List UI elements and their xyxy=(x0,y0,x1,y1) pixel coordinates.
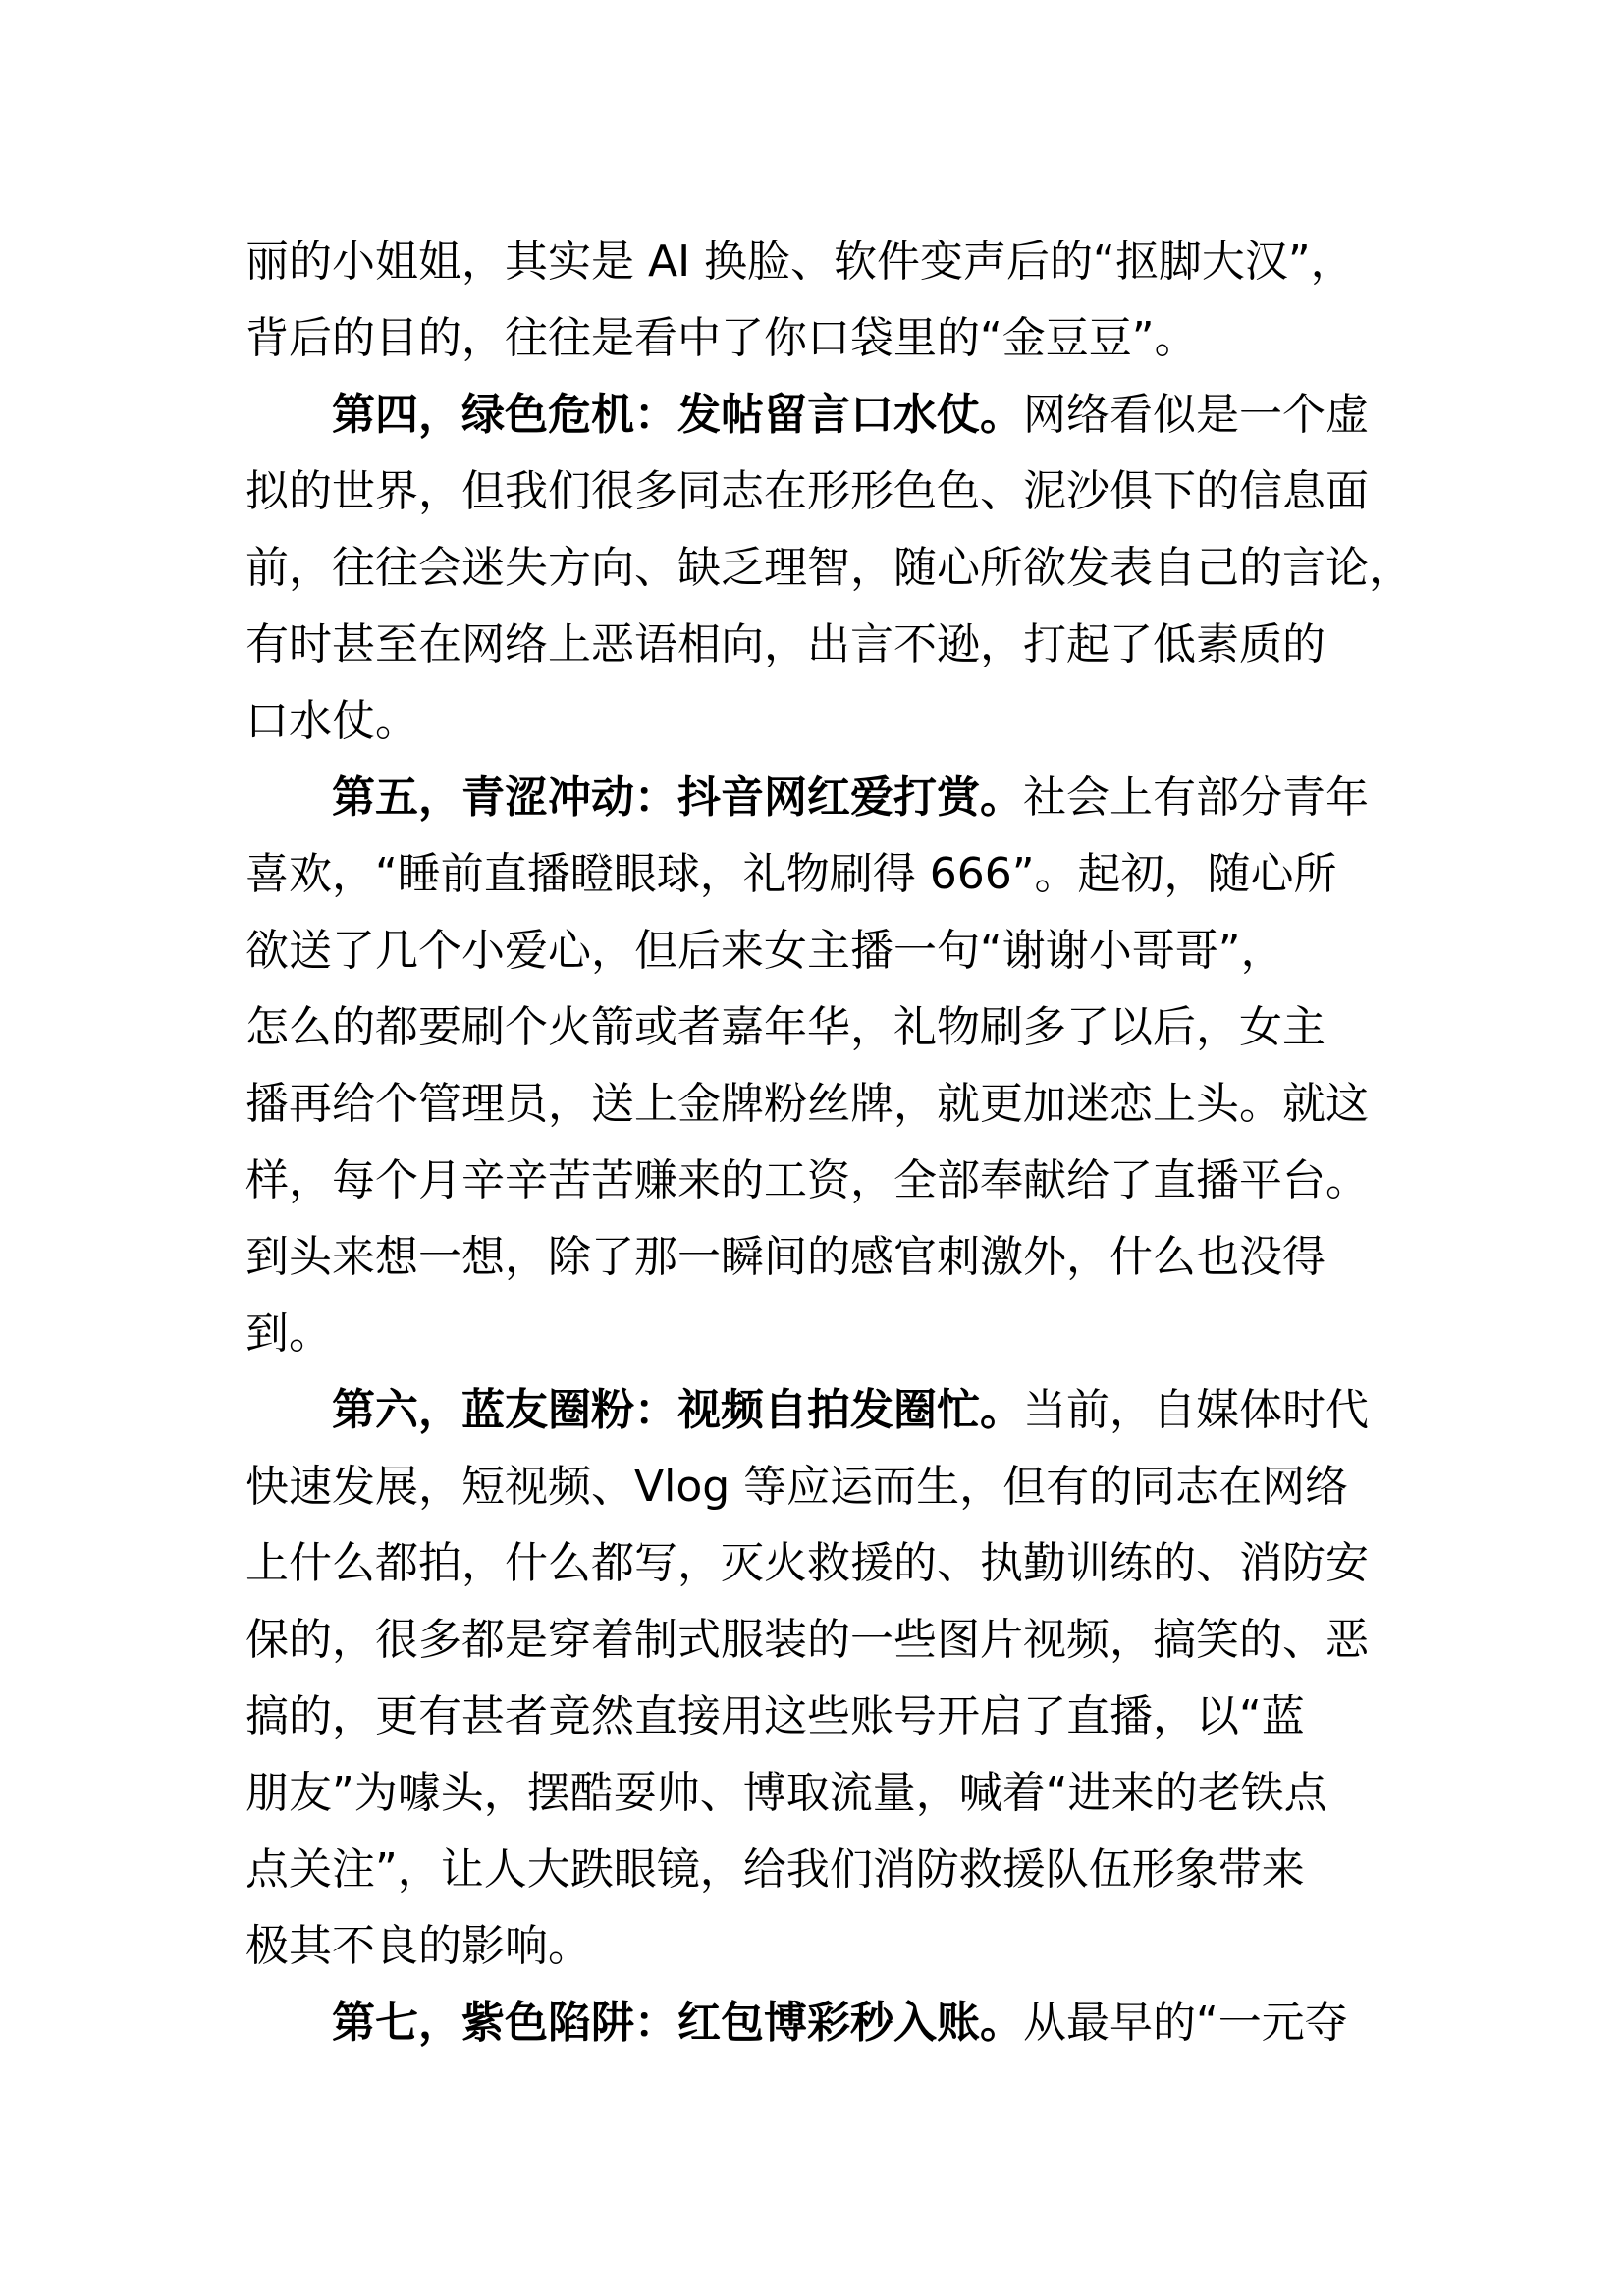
paragraph-4-first-line xyxy=(332,377,1394,454)
text-line xyxy=(245,1908,1394,1985)
text-line xyxy=(245,530,1412,607)
paragraph-heading: 第七，紫色陷阱：红包博彩秒入账。 xyxy=(332,1998,1023,2048)
paragraph-5-first-line xyxy=(332,760,1394,836)
line-text: 搞的，更有甚者竟然直接用这些账号开启了直播，以“蓝 xyxy=(245,1691,1305,1741)
line-text: 朋友”为噱头，摆酷耍帅、博取流量，喊着“进来的老铁点 xyxy=(245,1768,1327,1818)
text-line xyxy=(245,1832,1394,1908)
line-text: 从最早的“一元夺 xyxy=(1023,1998,1348,2048)
line-text: 到头来想一想，除了那一瞬间的感官刺激外，什么也没得 xyxy=(245,1232,1325,1282)
line-text: 样，每个月辛辛苦苦赚来的工资，全部奉献给了直播平台。 xyxy=(245,1155,1369,1205)
text-line xyxy=(245,454,1394,530)
paragraph-heading: 第五，青涩冲动：抖音网红爱打赏。 xyxy=(332,773,1023,823)
line-text: 丽的小姐姐，其实是 AI 换脸、软件变声后的“抠脚大汉”， xyxy=(245,237,1354,287)
line-text: 有时甚至在网络上恶语相向，出言不逊，打起了低素质的 xyxy=(245,619,1325,669)
text-line xyxy=(245,1525,1394,1602)
text-line xyxy=(245,989,1394,1066)
line-text: 极其不良的影响。 xyxy=(245,1921,591,1971)
text-line xyxy=(245,300,1394,377)
line-text: 快速发展，短视频、Vlog 等应运而生，但有的同志在网络 xyxy=(245,1462,1349,1512)
text-line xyxy=(245,836,1394,913)
line-text: 保的，很多都是穿着制式服装的一些图片视频，搞笑的、恶 xyxy=(245,1615,1369,1665)
paragraph-6-first-line xyxy=(332,1372,1394,1449)
text-line xyxy=(245,1296,1394,1372)
text-line xyxy=(245,1066,1394,1143)
text-line xyxy=(245,913,1394,989)
line-text: 当前，自媒体时代 xyxy=(1023,1385,1369,1435)
text-line xyxy=(245,1679,1394,1755)
line-text: 怎么的都要刷个火箭或者嘉年华，礼物刷多了以后，女主 xyxy=(245,1002,1325,1052)
paragraph-heading: 第六，蓝友圈粉：视频自拍发圈忙。 xyxy=(332,1385,1023,1435)
paragraph-heading: 第四，绿色危机：发帖留言口水仗。 xyxy=(332,390,1023,440)
line-text: 播再给个管理员，送上金牌粉丝牌，就更加迷恋上头。就这 xyxy=(245,1079,1369,1129)
line-text: 欲送了几个小爱心，但后来女主播一句“谢谢小哥哥”， xyxy=(245,926,1284,976)
line-text: 上什么都拍，什么都写，灭火救援的、执勤训练的、消防安 xyxy=(245,1538,1369,1588)
line-text: 背后的目的，往往是看中了你口袋里的“金豆豆”。 xyxy=(245,313,1198,363)
text-line xyxy=(245,1219,1394,1296)
line-text: 口水仗。 xyxy=(245,696,418,746)
text-line xyxy=(245,1143,1394,1219)
line-text: 前，往往会迷失方向、缺乏理智，随心所欲发表自己的言论， xyxy=(245,543,1412,593)
line-text: 点关注”，让人大跌眼镜，给我们消防救援队伍形象带来 xyxy=(245,1844,1305,1895)
line-text: 社会上有部分青年 xyxy=(1023,773,1369,823)
line-text: 到。 xyxy=(245,1308,332,1359)
text-line xyxy=(245,607,1394,683)
text-line xyxy=(245,1449,1394,1525)
line-text: 拟的世界，但我们很多同志在形形色色、泥沙俱下的信息面 xyxy=(245,466,1369,516)
line-text: 喜欢，“睡前直播瞪眼球，礼物刷得 666”。起初，随心所 xyxy=(245,849,1337,899)
paragraph-7-first-line xyxy=(332,1985,1394,2061)
text-line xyxy=(245,683,1394,760)
text-line xyxy=(245,1755,1394,1832)
text-line xyxy=(245,1602,1394,1679)
line-text: 网络看似是一个虚 xyxy=(1023,390,1369,440)
text-line xyxy=(245,224,1394,300)
